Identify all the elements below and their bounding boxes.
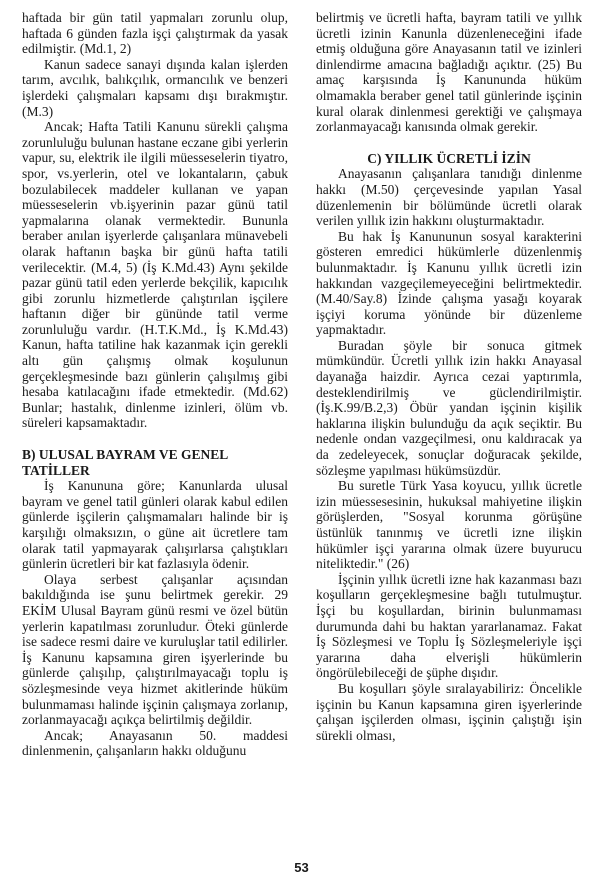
- paragraph: İş Kanununa göre; Kanunlarda ulusal bayram ve genel tatil günleri olarak kabul edilen günlerde işçilerin çalışmamaları halinde bir iş karşılığı olmaksızın, o güne ait ücretlere tam olarak tatil yapmayarak çalışırlarsa çalıştıkları günlerin ücretleri bir kat fazlasıyla ödenir.: [22, 478, 288, 572]
- right-column: [316, 10, 582, 743]
- paragraph: Ancak; Anayasanın 50. maddesi dinlenmenin, çalışanların hakkı olduğunu: [22, 727, 288, 759]
- paragraph: Bu hak İş Kanununun sosyal karakterini gösteren emredici hükümlerle düzenlenmiş bulunmaktadır. İş Kanunu yıllık ücretli izin hakkından vazgeçilemeyeceğini belirtmektedir. (M.40/Say.8) İzinde çalışma yasağı koyarak işçiyi koruma yönünde bir düzenleme yapmaktadır.: [316, 228, 582, 338]
- section-heading-b: B) ULUSAL BAYRAM VE GENEL TATİLLER: [22, 447, 228, 478]
- paragraph: Olaya serbest çalışanlar açısından bakıldığında ise şunu belirtmek gerekir. 29 EKİM Ulusal Bayram günü resmi ve özel bütün yerlerin kapatılması zorunludur. Öteki günlerde ise sadece resmi daire ve kuruluşlar tatil edilirler. İş Kanunu kapsamına giren işyerlerinde bu günlerde çalışılıp, çalıştırılmayacağı toplu iş sözleşmesinde veya hizmet akitlerinde hüküm bulunmaması halinde işçinin çalışmaya zorlanıp, zorlanmayacağı açıkça belirtilmiş değildir.: [22, 571, 288, 728]
- paragraph: Kanun sadece sanayi dışında kalan işlerden tarım, avcılık, balıkçılık, ormancılık ve benzeri işlerdeki çalışmaları kapsamı dışı bırakmıştır. (M.3): [22, 56, 288, 119]
- paragraph: Bu suretle Türk Yasa koyucu, yıllık ücretle izin müessesesinin, hukuksal mahiyetine ilişkin görüşlerden, "Sosyal korunma görüşüne üstünlük tanınmış ve ücretli izne ilişkin hükümler işçi yararına olmak üzere buyurucu niteliktedir." (26): [316, 478, 582, 572]
- paragraph: Bu koşulları şöyle sıralayabiliriz: Öncelikle işçinin bu Kanun kapsamına giren işyerlerinde çalışan işçilerden olması, işçinin çalıştığı işin sürekli olması,: [316, 680, 582, 743]
- left-column: [22, 10, 288, 759]
- paragraph: Buradan şöyle bir sonuca gitmek mümkündür. Ücretli yıllık izin hakkı Anayasal dayanağa haizdir. Ayrıca cezai yaptırımla, desteklendirilmiş ve güclendirilmiştir. (İş.K.99/B.2,3) Öbür yandan işçinin kişilik haklarına ilişkin bulunduğu da açık seçiktir. Bu nedenle ondan vazgeçilmesi, onu kaldıracak ya da zedeleyecek, sonuçlar doğuracak şekilde, sözleşme yapılması hükümsüzdür.: [316, 337, 582, 478]
- paragraph: İşçinin yıllık ücretli izne hak kazanması bazı koşulların gerçekleşmesine bağlı tutulmuştur. İşçi bu koşullardan, birinin bulunmaması durumunda dahi bu haktan yararlanamaz. Fakat İş Sözleşmesi ve Toplu İş Sözleşmeleriyle işçi yararına daha elverişli hükümlerin öngörülebileceği de şüphe dışıdır.: [316, 571, 582, 681]
- paragraph: haftada bir gün tatil yapmaları zorunlu olup, haftada 6 günden fazla işçi çalıştırmak da yasak edilmiştir. (Md.1, 2): [22, 10, 288, 57]
- section-heading-c: C) YILLIK ÜCRETLİ İZİN: [367, 150, 531, 166]
- paragraph: Anayasanın çalışanlara tanıdığı dinlenme hakkı (M.50) çerçevesinde yapılan Yasal düzenlemenin bir bölümünde ücretli olarak verilen yıllık izin hakkını oluşturmaktadır.: [316, 166, 582, 229]
- paragraph: Ancak; Hafta Tatili Kanunu sürekli çalışma zorunluluğu bulunan hastane eczane gibi yerlerin vapur, su, elektrik ile ilgili müesseselerin tiyatro, spor, vs.yerlerin, otel ve lokantaların, çabuk bozulabilecek maddeler kullanan ve yapan müesseselerin vb.işyerinin pazar günü tatil yapmalarına olanak vermektedir. Bununla beraber anılan işyerlerde çalışanlara münavebeli olarak haftanın başka bir günü hafta tatili verilecektir. (M.4, 5) (İş K.Md.43) Aynı şekilde pazar günü tatil eden yerlerde bekçilik, kapıcılık gibi zorunlu hizmetlerde çalıştırılan işçilere haftanın diğer bir gününde tatil verme zorunluluğu vardır. (H.T.K.Md., İş K.Md.43) Kanun, hafta tatiline hak kazanmak için gerekli altı gün çalışmış olmak koşulunun gerçekleşmesinde bazı günlerin çalışılmış gibi hesaba katılacağını ifade etmektedir. (Md.62) Bunlar; hastalık, dinlenme izinleri, ölüm vb. süreleri kapsamaktadır.: [22, 119, 288, 431]
- paragraph: belirtmiş ve ücretli hafta, bayram tatili ve yıllık ücretli izinin Kanunla düzenleneceğini ifade etmiş olduğuna göre Anayasanın tatil ve izinleri dinlendirme amacına bağladığı açıktır. (25) Bu amaç karşısında İş Kanununda hüküm olmamakla beraber genel tatil günlerinde işçinin kural olarak dinlenmesi gerektiği ve çalışmaya zorlanmayacağı kanısında olmak gerekir.: [316, 10, 582, 135]
- page-number: 53: [294, 860, 309, 875]
